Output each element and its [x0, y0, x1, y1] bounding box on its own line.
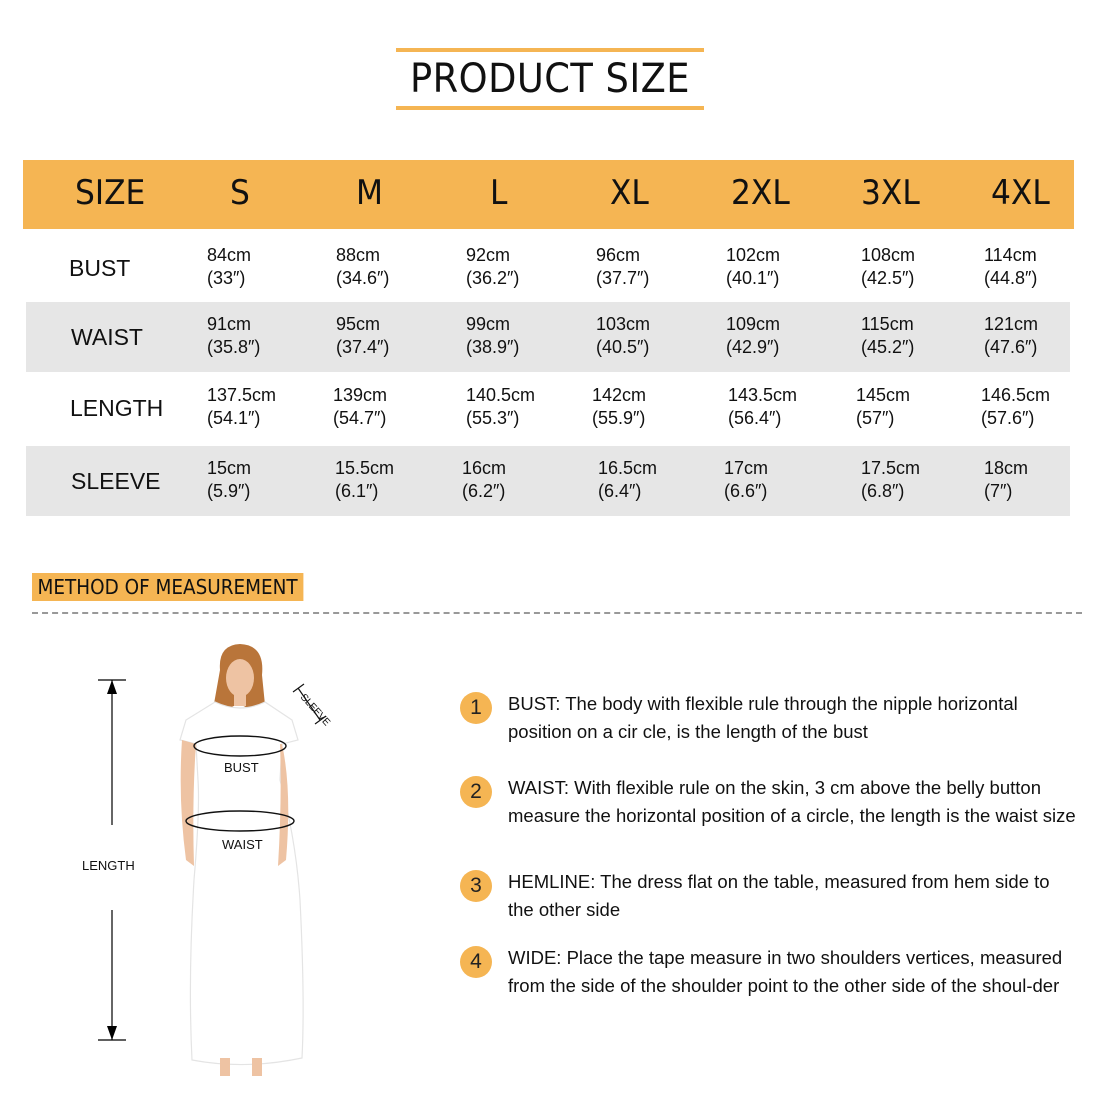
dress-figure [70, 640, 400, 1080]
table-cell: 92cm (36.2″) [466, 245, 520, 288]
arrow-up-icon [107, 680, 117, 694]
step-text: HEMLINE: The dress flat on the table, measured from hem side to the other side [508, 871, 1050, 920]
size-table-header [23, 160, 1074, 229]
step-number-badge: 3 [460, 870, 492, 902]
size-col-xl: XL [610, 173, 649, 213]
table-cell: 18cm (7″) [984, 458, 1029, 501]
table-cell: 146.5cm (57.6″) [981, 385, 1051, 428]
table-cell: 102cm (40.1″) [726, 245, 781, 288]
size-col-3xl: 3XL [861, 173, 920, 213]
table-cell: 99cm (38.9″) [466, 314, 520, 357]
table-cell: 139cm (54.7″) [333, 385, 388, 428]
table-cell: 109cm (42.9″) [726, 314, 781, 357]
step-number-badge: 1 [460, 692, 492, 724]
row-label: SLEEVE [71, 468, 161, 494]
size-col-m: M [356, 173, 383, 213]
step-number-badge: 2 [460, 776, 492, 808]
table-cell: 96cm (37.7″) [596, 245, 650, 288]
size-header-label: SIZE [75, 173, 146, 213]
table-cell: 16.5cm (6.4″) [598, 458, 658, 501]
size-col-l: L [490, 173, 508, 213]
row-label: BUST [69, 255, 131, 281]
table-cell: 91cm (35.8″) [207, 314, 261, 357]
table-row [26, 446, 1070, 516]
row-label: LENGTH [70, 395, 164, 421]
table-row [26, 302, 1070, 372]
size-col-s: S [230, 173, 250, 213]
length-label: LENGTH [82, 858, 135, 873]
table-cell: 137.5cm (54.1″) [207, 385, 277, 428]
face-shape [226, 659, 254, 697]
arrow-down-icon [107, 1026, 117, 1040]
step-number-badge: 4 [460, 946, 492, 978]
table-row [26, 373, 1070, 443]
method-section-title: METHOD OF MEASUREMENT [32, 573, 303, 601]
row-label: WAIST [71, 324, 143, 350]
table-cell: 114cm (44.8″) [984, 245, 1038, 288]
sleeve-label: SLEEVE [297, 692, 333, 729]
table-cell: 115cm (45.2″) [861, 314, 915, 357]
table-cell: 15.5cm (6.1″) [335, 458, 395, 501]
bust-label: BUST [224, 760, 259, 775]
table-cell: 17cm (6.6″) [724, 458, 769, 501]
size-col-2xl: 2XL [731, 173, 790, 213]
table-cell: 143.5cm (56.4″) [728, 385, 798, 428]
page-title [396, 48, 704, 110]
table-cell: 142cm (55.9″) [592, 385, 647, 428]
table-row [26, 233, 1070, 303]
table-cell: 15cm (5.9″) [207, 458, 252, 501]
table-cell: 88cm (34.6″) [336, 245, 390, 288]
table-cell: 16cm (6.2″) [462, 458, 507, 501]
waist-label: WAIST [222, 837, 263, 852]
table-cell: 17.5cm (6.8″) [861, 458, 921, 501]
table-cell: 95cm (37.4″) [336, 314, 390, 357]
page-title-text: PRODUCT SIZE [409, 56, 691, 102]
section-divider [32, 612, 1082, 614]
table-cell: 103cm (40.5″) [596, 314, 651, 357]
step-text: WAIST: With flexible rule on the skin, 3 cm above the belly button measure the horizontal position of a circle, the length is the waist size [508, 777, 1076, 826]
step-text: WIDE: Place the tape measure in two shoulders vertices, measured from the side of the shoulder point to the other side of the shoul-der [508, 947, 1063, 996]
table-cell: 121cm (47.6″) [984, 314, 1039, 357]
size-col-4xl: 4XL [991, 173, 1050, 213]
table-cell: 140.5cm (55.3″) [466, 385, 536, 428]
table-cell: 145cm (57″) [856, 385, 911, 428]
table-cell: 108cm (42.5″) [861, 245, 916, 288]
step-text: BUST: The body with flexible rule through the nipple horizontal position on a cir cle, is the length of the bust [508, 693, 1018, 742]
table-cell: 84cm (33″) [207, 245, 252, 288]
left-arm [181, 740, 196, 866]
